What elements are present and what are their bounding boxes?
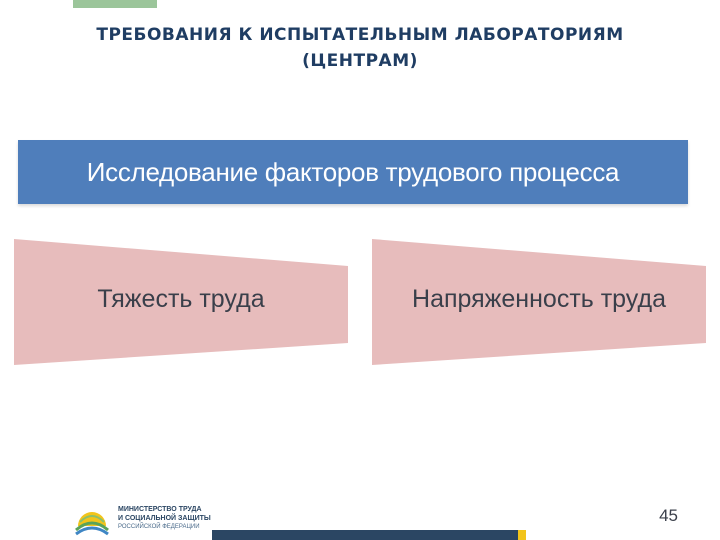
ministry-name-line-3: РОССИЙСКОЙ ФЕДЕРАЦИИ bbox=[118, 524, 200, 530]
footer-accent bbox=[518, 530, 526, 540]
top-accent-bar bbox=[73, 0, 157, 8]
ministry-name-line-1: МИНИСТЕРСТВО ТРУДА bbox=[118, 506, 202, 513]
slide-title-line-2: (ЦЕНТРАМ) bbox=[302, 51, 418, 71]
factor-card-severity bbox=[14, 239, 348, 367]
slide-title-line-1: ТРЕБОВАНИЯ К ИСПЫТАТЕЛЬНЫМ ЛАБОРАТОРИЯМ bbox=[96, 25, 624, 45]
research-banner bbox=[18, 140, 688, 204]
factor-card-intensity bbox=[372, 239, 706, 367]
factor-label-severity: Тяжесть труда bbox=[97, 285, 265, 313]
factor-label-intensity: Напряженность труда bbox=[412, 285, 666, 313]
page-number: 45 bbox=[659, 506, 678, 525]
footer-bar bbox=[212, 530, 518, 540]
ministry-emblem-icon bbox=[74, 502, 110, 538]
ministry-name bbox=[118, 505, 211, 532]
slide-title bbox=[40, 22, 680, 74]
ministry-name-line-2: И СОЦИАЛЬНОЙ ЗАЩИТЫ bbox=[118, 515, 211, 522]
ministry-logo bbox=[74, 500, 234, 540]
banner-text: Исследование факторов трудового процесса bbox=[86, 156, 620, 187]
